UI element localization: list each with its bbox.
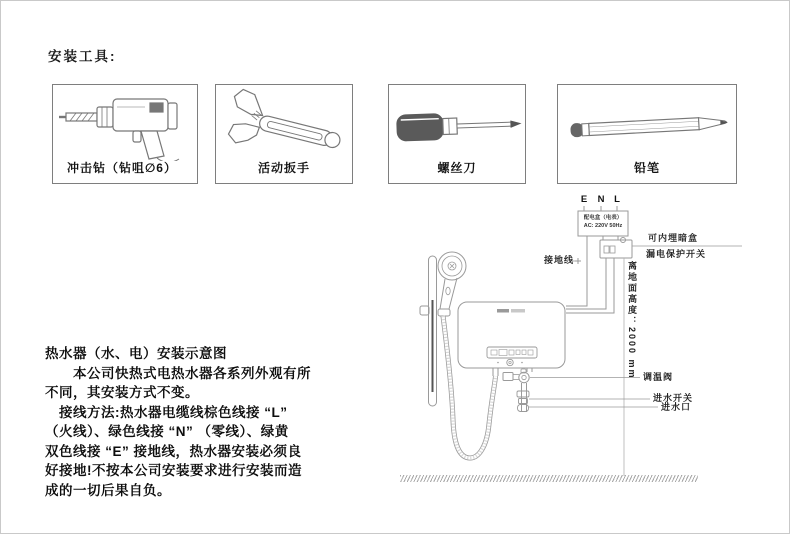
tool-label-pencil: 铅笔 <box>633 161 660 175</box>
distribution-box-label <box>578 214 628 230</box>
tool-label-wrench: 活动扳手 <box>257 161 310 175</box>
description-line: 成的一切后果自负。 <box>45 482 171 498</box>
page-title: 安装工具: <box>48 49 117 64</box>
terminal-label-l: L <box>614 194 620 205</box>
distribution-box-rating: AC: 220V 50Hz <box>583 223 623 229</box>
distribution-box-name: 配电盒（电表） <box>583 215 623 221</box>
ground-line <box>400 475 698 482</box>
label-inlet: 进水口 <box>661 402 692 412</box>
description-line: 双色线接 “E” 接地线，热水器安装必须良 <box>45 443 302 459</box>
label-ground-wire: 接地线 <box>544 255 575 265</box>
description-line: 接线方法:热水器电缆线棕色线接 “L” <box>45 404 288 420</box>
label-temp-valve: 调温阀 <box>643 372 674 382</box>
label-height-from-ground: 离地面高度：2000 mm <box>627 261 637 380</box>
tool-label-impact-drill: 冲击钻（钻咀∅6） <box>67 161 177 175</box>
description-line: 热水器（水、电）安装示意图 <box>45 346 227 361</box>
label-concealed-box: 可内埋暗盒 <box>648 233 699 243</box>
terminal-label-n: N <box>597 194 605 205</box>
tool-label-screwdriver: 螺丝刀 <box>437 161 477 175</box>
label-leakage-switch: 漏电保护开关 <box>646 249 707 259</box>
terminal-label-e: E <box>580 194 588 205</box>
description-line: 不同，其安装方式不变。 <box>45 385 199 400</box>
description-line: （火线）、绿色线接 “N” （零线）、绿黄 <box>45 424 289 439</box>
label-inlet-switch: 进水开关 <box>653 393 694 403</box>
description-line: 本公司快热式电热水器各系列外观有所 <box>45 365 311 381</box>
description-line: 好接地!不按本公司安装要求进行安装而造 <box>45 463 302 478</box>
